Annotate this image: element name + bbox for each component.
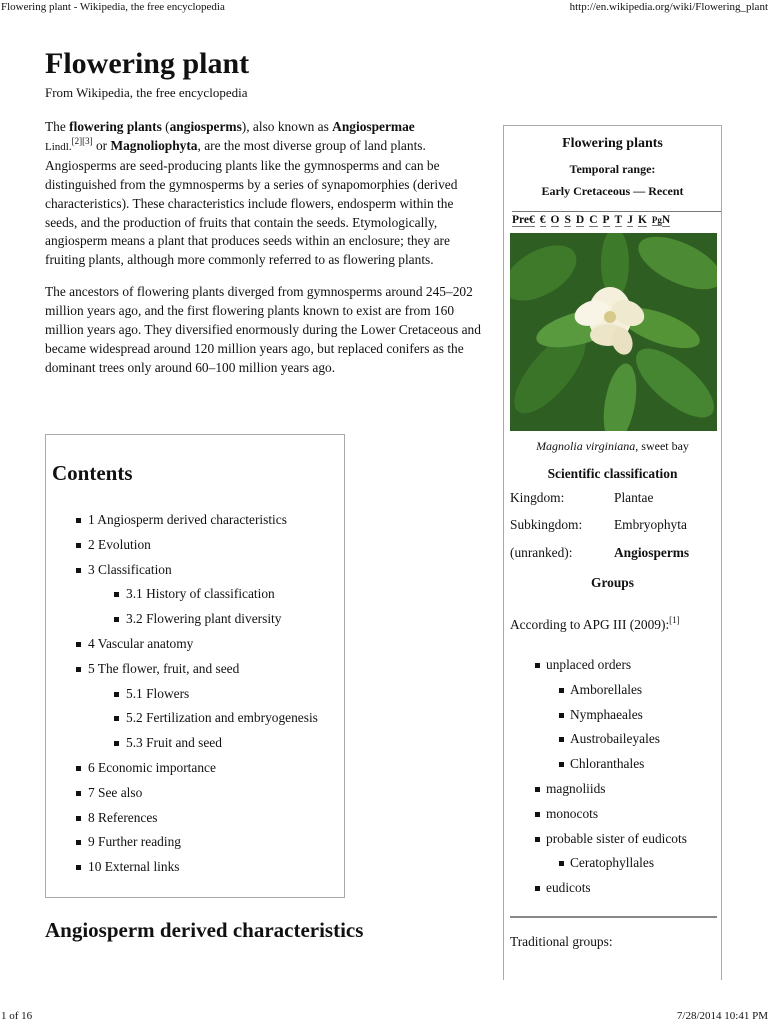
toc-subitem[interactable]: 3.1 History of classification [114, 582, 318, 607]
page-counter: 1 of 16 [1, 1010, 33, 1022]
taxonomy-rank: Kingdom: [510, 490, 565, 505]
toc-item[interactable]: 1 Angiosperm derived characteristics [76, 508, 318, 533]
author-abbrev: Lindl. [45, 140, 72, 153]
groups-list [535, 653, 687, 901]
timeline-period[interactable]: O [550, 214, 560, 226]
term-angiosperms: angiosperms [169, 119, 242, 134]
toc-subitem[interactable]: 5.3 Fruit and seed [114, 731, 318, 756]
timeline-period[interactable]: P [602, 214, 610, 226]
term-flowering-plants: flowering plants [69, 119, 162, 134]
toc-title: Contents [52, 461, 133, 485]
reference-link[interactable]: [2][3] [71, 135, 93, 146]
group-subitem[interactable]: Ceratophyllales [559, 851, 687, 876]
traditional-groups-label: Traditional groups: [510, 934, 613, 949]
print-header-url: http://en.wikipedia.org/wiki/Flowering_plant [569, 1, 768, 13]
taxonomy-value[interactable]: Embryophyta [614, 517, 687, 532]
scientific-classification-heading: Scientific classification [547, 466, 678, 481]
groups-heading: Groups [591, 575, 634, 590]
term-angiospermae: Angiospermae [332, 119, 415, 134]
print-footer [0, 1006, 768, 1022]
page-subtitle: From Wikipedia, the free encyclopedia [45, 85, 248, 100]
taxonomy-rank: Subkingdom: [510, 517, 583, 532]
taxobox [503, 125, 722, 980]
temporal-range-value: Early Cretaceous — Recent [541, 184, 684, 198]
magnolia-flower-image [510, 233, 717, 431]
toc-item[interactable]: 3 Classification [76, 558, 318, 583]
toc-subitem[interactable]: 5.2 Fertilization and embryogenesis [114, 706, 318, 731]
toc-subitem[interactable]: 3.2 Flowering plant diversity [114, 607, 318, 632]
print-header [0, 1, 768, 17]
intro-paragraph-1: The flowering plants (angiosperms), also known as Angiospermae Lindl.[2][3] or Magnoliophyta, are the most diverse group of land plants. Angiosperms are seed-producing plants like the gymnosperms and can be distinguished from the gymnosperms by a series of synapomorphies (derived characteristics). These characteristics include flowers, endosperm within the seeds, and the production of fruits that contain the seeds. Etymologically, angiosperm means a plant that produces seeds within an enclosure; they are fruiting plants, although more commonly referred to as flowering plants. [45, 119, 458, 268]
intro-paragraph-2: The ancestors of flowering plants diverged from gymnosperms around 245–202 million years ago, and the first flowering plants known to exist are from 160 million years ago. They diversified enormously during the Lower Cretaceous and became widespread around 120 million years ago, but replaced conifers as the dominant trees only around 60–100 million years ago. [45, 284, 481, 375]
timeline-period[interactable]: K [637, 214, 647, 226]
toc-item[interactable]: 2 Evolution [76, 533, 318, 558]
print-timestamp: 7/28/2014 10:41 PM [676, 1010, 768, 1022]
timeline-period[interactable]: Pg [651, 215, 662, 225]
toc-list [76, 508, 318, 880]
temporal-range-label: Temporal range: [569, 162, 656, 176]
group-item[interactable]: monocots [535, 802, 687, 827]
group-item[interactable]: eudicots [535, 876, 687, 901]
toc-item[interactable]: 9 Further reading [76, 830, 318, 855]
magnolia-photo[interactable] [510, 233, 717, 431]
toc-subitem[interactable]: 5.1 Flowers [114, 682, 318, 707]
timeline-period[interactable]: N [661, 214, 671, 226]
toc-item[interactable]: 5 The flower, fruit, and seed [76, 657, 318, 682]
image-caption: Magnolia virginiana, sweet bay [536, 439, 689, 453]
timeline-period[interactable]: Pre€ [512, 214, 535, 226]
group-item: unplaced orders [535, 653, 687, 678]
toc-item[interactable]: 4 Vascular anatomy [76, 632, 318, 657]
group-subitem[interactable]: Amborellales [559, 678, 687, 703]
group-item: probable sister of eudicots [535, 827, 687, 852]
divider [510, 916, 717, 918]
timeline-period[interactable]: T [614, 214, 623, 226]
section-heading: Angiosperm derived characteristics [45, 918, 364, 942]
group-subitem[interactable]: Nymphaeales [559, 703, 687, 728]
reference-link[interactable]: [1] [669, 615, 680, 625]
geologic-timeline [512, 211, 721, 227]
taxonomy-value: Angiosperms [614, 545, 690, 560]
article-intro [45, 118, 487, 391]
toc-item[interactable]: 8 References [76, 806, 318, 831]
timeline-period[interactable]: S [564, 214, 571, 226]
toc-item[interactable]: 6 Economic importance [76, 756, 318, 781]
table-of-contents [45, 434, 345, 898]
group-item[interactable]: magnoliids [535, 777, 687, 802]
timeline-period[interactable]: D [575, 214, 585, 226]
taxonomy-value[interactable]: Plantae [614, 490, 654, 505]
term-magnoliophyta: Magnoliophyta [110, 137, 198, 153]
apg-note: According to APG III (2009):[1] [510, 615, 680, 632]
print-header-title: Flowering plant - Wikipedia, the free encyclopedia [1, 1, 225, 13]
toc-item[interactable]: 7 See also [76, 781, 318, 806]
toc-item[interactable]: 10 External links [76, 855, 318, 880]
group-subitem[interactable]: Chloranthales [559, 752, 687, 777]
group-subitem[interactable]: Austrobaileyales [559, 727, 687, 752]
timeline-period[interactable]: J [627, 214, 633, 226]
taxobox-title: Flowering plants [562, 136, 663, 151]
timeline-period[interactable]: C [589, 214, 598, 226]
page-title: Flowering plant [45, 47, 250, 80]
timeline-period[interactable]: € [539, 214, 546, 226]
taxonomy-rank: (unranked): [510, 545, 573, 560]
